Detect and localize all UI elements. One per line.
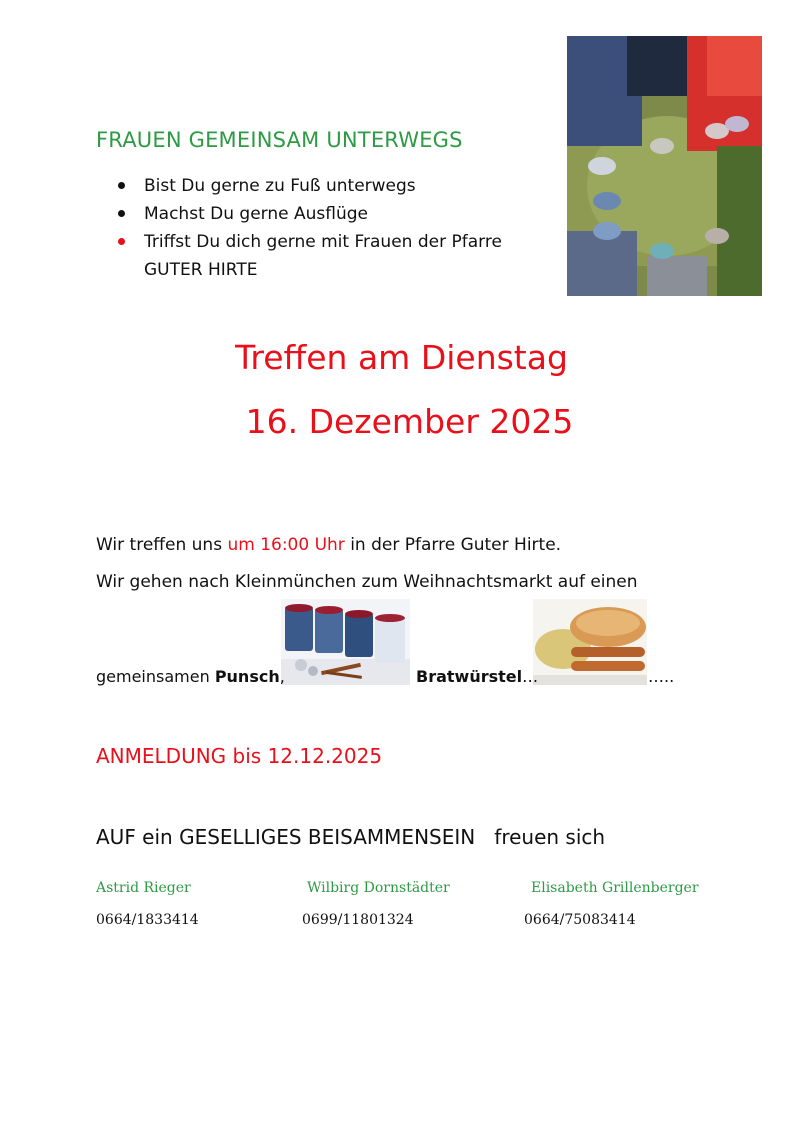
group-feet-photo: [567, 36, 762, 296]
bullet-item: Triffst Du dich gerne mit Frauen der Pfarre: [118, 228, 502, 256]
bullet-list: [118, 172, 502, 284]
contact-phone: 0699/11801324: [302, 912, 414, 928]
closing-line: AUF ein GESELLIGES BEISAMMENSEIN freuen sich: [96, 825, 606, 849]
bullet-item: Bist Du gerne zu Fuß unterwegs: [118, 172, 502, 200]
flyer-heading: FRAUEN GEMEINSAM UNTERWEGS: [96, 128, 463, 152]
meeting-time-line: Wir treffen uns um 16:00 Uhr in der Pfarre Guter Hirte.: [96, 535, 562, 555]
trailing-dots: …..: [648, 667, 675, 686]
event-date: 16. Dezember 2025: [245, 402, 574, 441]
contact-phone: 0664/75083414: [524, 912, 636, 928]
punsch-mugs-image: [281, 599, 410, 685]
contact-phone: 0664/1833414: [96, 912, 199, 928]
destination-line: Wir gehen nach Kleinmünchen zum Weihnachtsmarkt auf einen: [96, 572, 638, 592]
registration-deadline: ANMELDUNG bis 12.12.2025: [96, 744, 383, 768]
bratwurst-image: [533, 599, 647, 685]
event-title: Treffen am Dienstag: [235, 338, 568, 377]
wurst-text: Bratwürstel…: [416, 667, 539, 686]
bratwurst-word: Bratwürstel: [416, 667, 523, 686]
punsch-word: Punsch: [214, 667, 280, 686]
bullet-dot-icon: [118, 210, 125, 217]
bullet-dot-icon: [118, 238, 125, 245]
bullet-item: Machst Du gerne Ausflüge: [118, 200, 502, 228]
bullet-item-continuation: GUTER HIRTE: [144, 260, 258, 280]
meeting-time: um 16:00 Uhr: [227, 535, 345, 555]
bullet-dot-icon: [118, 182, 125, 189]
contact-name: Astrid Rieger: [96, 880, 191, 896]
contact-name: Wilbirg Dornstädter: [307, 880, 450, 896]
food-line: gemeinsamen Punsch,: [96, 667, 285, 686]
contact-name: Elisabeth Grillenberger: [531, 880, 699, 896]
